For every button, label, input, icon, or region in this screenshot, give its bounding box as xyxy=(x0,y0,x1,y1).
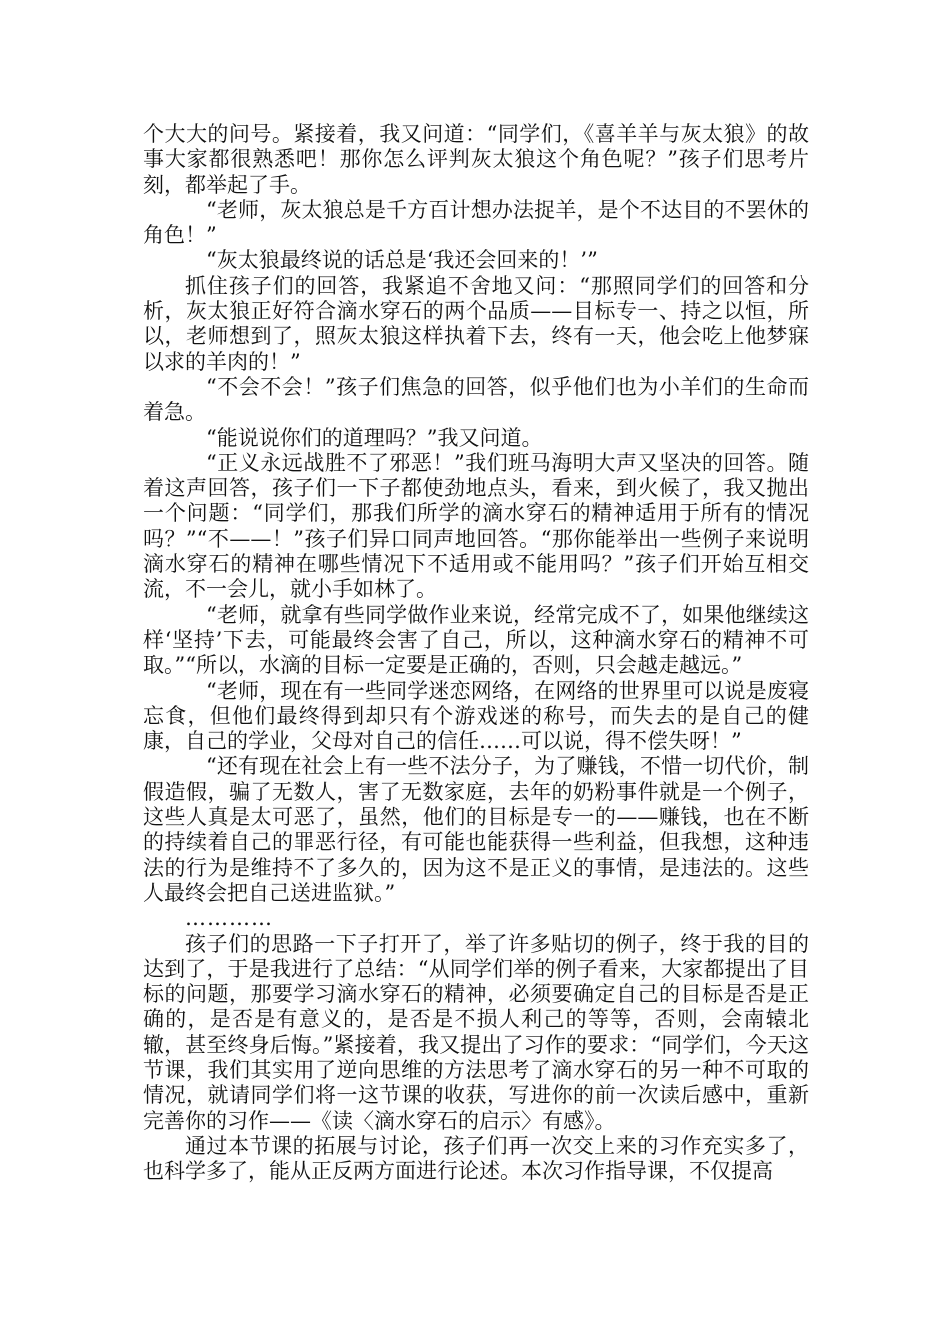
ellipsis-line: ………… xyxy=(185,906,273,931)
paragraph-2: “老师，灰太狼总是千方百计想办法捉羊，是个不达目的不罢休的角色！” xyxy=(143,197,809,248)
paragraph-5: “不会不会！”孩子们焦急的回答，似乎他们也为小羊们的生命而着急。 xyxy=(143,374,809,425)
paragraph-3: “灰太狼最终说的话总是‘我还会回来的！’” xyxy=(206,248,598,273)
paragraph-4: 抓住孩子们的回答，我紧追不舍地又问：“那照同学们的回答和分析，灰太狼正好符合滴水穿石的两个品质——目标专一、持之以恒，所以，老师想到了，照灰太狼这样执着下去，终有一天，他会吃上他梦寐以求的羊肉的！” xyxy=(143,273,809,374)
paragraph-7: “正义永远战胜不了邪恶！”我们班马海明大声又坚决的回答。随着这声回答，孩子们一下子都使劲地点头，看来，到火候了，我又抛出一个问题：“同学们，那我们所学的滴水穿石的精神适用于所有的情况吗？”“不——！”孩子们异口同声地回答。“那你能举出一些例子来说明滴水穿石的精神在哪些情况下不适用或不能用吗？”孩子们开始互相交流，不一会儿，就小手如林了。 xyxy=(143,450,809,602)
paragraph-8: “老师，就拿有些同学做作业来说，经常完成不了，如果他继续这样‘坚持’下去，可能最终会害了自己，所以，这种滴水穿石的精神不可取。”“所以，水滴的目标一定要是正确的，否则，只会越走越远。” xyxy=(143,602,809,678)
paragraph-12: 通过本节课的拓展与讨论，孩子们再一次交上来的习作充实多了，也科学多了，能从正反两方面进行论述。本次习作指导课，不仅提高 xyxy=(143,1133,809,1184)
paragraph-1: 个大大的问号。紧接着，我又问道：“同学们，《喜羊羊与灰太狼》的故事大家都很熟悉吧！那你怎么评判灰太狼这个角色呢？”孩子们思考片刻，都举起了手。 xyxy=(143,122,809,197)
paragraph-9: “老师，现在有一些同学迷恋网络，在网络的世界里可以说是废寝忘食，但他们最终得到却只有个游戏迷的称号，而失去的是自己的健康，自己的学业，父母对自己的信任……可以说，得不偿失呀！” xyxy=(143,678,809,754)
paragraph-6: “能说说你们的道理吗？”我又问道。 xyxy=(206,425,543,450)
paragraph-10: “还有现在社会上有一些不法分子，为了赚钱，不惜一切代价，制假造假，骗了无数人，害了无数家庭，去年的奶粉事件就是一个例子，这些人真是太可恶了，虽然，他们的目标是专一的——赚钱，也在不断的持续着自己的罪恶行径，有可能也能获得一些利益，但我想，这种违法的行为是维持不了多久的，因为这不是正义的事情，是违法的。这些人最终会把自己送进监狱。” xyxy=(143,754,809,905)
paragraph-11: 孩子们的思路一下子打开了，举了许多贴切的例子，终于我的目的达到了，于是我进行了总结：“从同学们举的例子看来，大家都提出了目标的问题，那要学习滴水穿石的精神，必须要确定自己的目标是否是正确的，是否是有意义的，是否是不损人利己的等等，否则，会南辕北辙，甚至终身后悔。”紧接着，我又提出了习作的要求：“同学们，今天这节课，我们其实用了逆向思维的方法思考了滴水穿石的另一种不可取的情况，就请同学们将一这节课的收获，写进你的前一次读后感中，重新完善你的习作——《读〈滴水穿石的启示〉有感》。 xyxy=(143,931,809,1133)
document-body xyxy=(143,122,809,1184)
